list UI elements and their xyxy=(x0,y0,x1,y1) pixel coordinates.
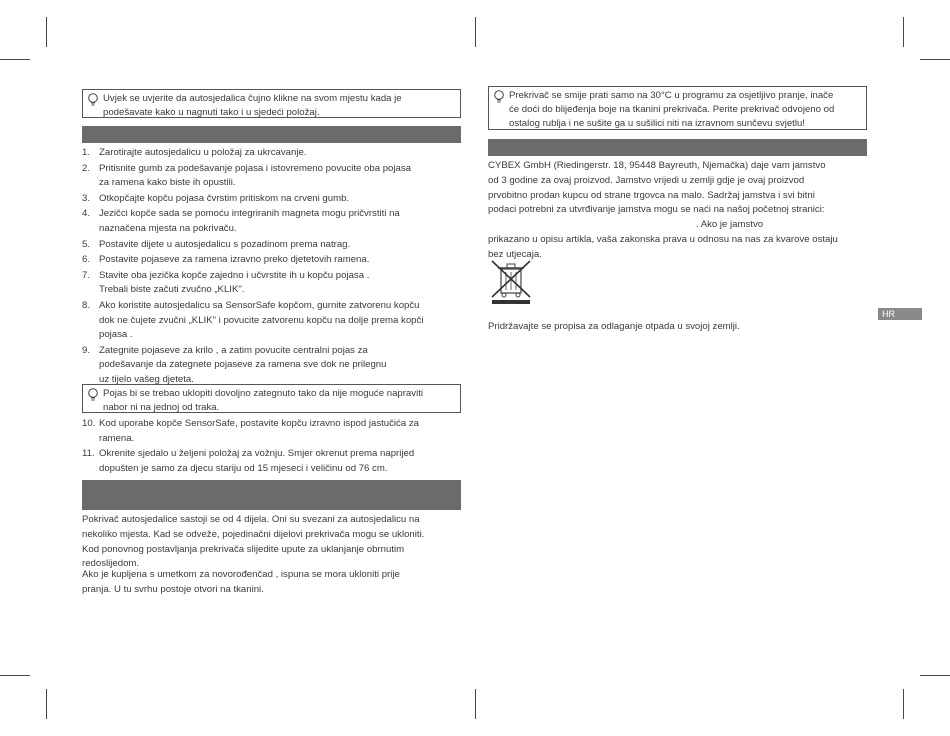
tip-note-buckle-click xyxy=(82,89,461,118)
step-text: Ako koristite autosjedalicu sa SensorSafe kopčom, gurnite zatvorenu kopču xyxy=(99,299,420,311)
step-text: Stavite oba jezička kopče zajedno i učvrstite ih u kopču pojasa . xyxy=(99,269,370,281)
step-text: dok ne čujete zvučni „KLIK" i povucite zatvorenu kopču na dolje prema kopči xyxy=(99,314,424,326)
lightbulb-icon xyxy=(493,90,505,104)
tip-note-line: ostalog rublja i ne sušite ga u sušilici niti na izravnom sunčevu svjetlu! xyxy=(509,118,805,129)
step-number: 11. xyxy=(82,448,95,460)
step-number: 6. xyxy=(82,254,91,266)
crop-mark xyxy=(903,17,904,47)
list-item xyxy=(82,146,462,161)
step-number: 8. xyxy=(82,299,91,311)
crop-mark xyxy=(920,59,950,60)
disposal-text: Pridržavajte se propisa za odlaganje otpada u svojoj zemlji. xyxy=(488,321,740,332)
paragraph-line: Ako je kupljena s umetkom za novorođenčad , ispuna se mora ukloniti prije xyxy=(82,569,400,580)
paragraph-line: nekoliko mjesta. Kad se odveže, pojedinačni dijelovi prekrivača mogu se ukloniti. xyxy=(82,528,425,540)
tip-note-line: Prekrivač se smije prati samo na 30°C u programu za osjetljivo pranje, inače xyxy=(509,90,834,101)
cover-paragraph xyxy=(82,513,424,572)
crossed-out-bin-icon xyxy=(488,257,534,305)
list-item xyxy=(82,344,462,388)
paragraph-line: CYBEX GmbH (Riedingerstr. 18, 95448 Bayreuth, Njemačka) daje vam jamstvo xyxy=(488,160,826,171)
section-heading-bar xyxy=(82,126,461,143)
step-number: 10. xyxy=(82,418,96,429)
tip-note-line: Uvjek se uvjerite da autosjedalica čujno klikne na svom mjestu kada je xyxy=(103,93,402,104)
paragraph-line: podaci potrebni za utvrđivanje jamstva mogu se naći na našoj početnoj stranici: xyxy=(488,204,825,216)
step-text: Kod uporabe kopče SensorSafe, postavite kopču izravno ispod jastučića za xyxy=(99,418,419,429)
step-text: podešavanje da zategnete pojaseve za ramena sve dok ne prilegnu xyxy=(99,359,387,371)
step-number: 4. xyxy=(82,208,91,220)
list-item xyxy=(82,162,462,191)
step-number: 7. xyxy=(82,269,91,281)
paragraph-line: prikazano u opisu artikla, vaša zakonska prava u odnosu na nas za kvarove ostaju xyxy=(488,233,838,245)
paragraph-line: od 3 godine za ovaj proizvod. Jamstvo vrijedi u zemlji gdje je ovaj proizvod xyxy=(488,174,805,186)
tip-note-line: će doći do blijeđenja boje na tkanini prekrivača. Perite prekrivač odvojeno od xyxy=(509,104,835,115)
step-number: 1. xyxy=(82,147,91,158)
step-text: Zategnite pojaseve za krilo , a zatim povucite centralni pojas za xyxy=(99,344,368,356)
step-text: Pritisnite gumb za podešavanje pojasa i istovremeno povucite oba pojasa xyxy=(99,162,411,174)
tip-note-belt-tension xyxy=(82,384,461,413)
crop-mark xyxy=(903,689,904,719)
list-item xyxy=(82,417,462,446)
list-item xyxy=(82,269,462,298)
step-number: 2. xyxy=(82,162,91,174)
tip-note-line: nabor ni na jednoj od traka. xyxy=(103,402,220,413)
step-text: Otkopčajte kopču pojasa čvrstim pritiskom na crveni gumb. xyxy=(99,192,350,204)
step-text: Zarotirajte autosjedalicu u položaj za ukrcavanje. xyxy=(99,147,307,158)
warranty-paragraph xyxy=(488,159,838,263)
crop-mark xyxy=(475,17,476,47)
paragraph-line: bez utjecaja. xyxy=(488,248,542,260)
paragraph-line: prvobitno prodan kupcu od strane trgovca na malo. Sadržaj jamstva i svi bitni xyxy=(488,189,815,201)
step-number: 3. xyxy=(82,192,91,204)
step-text: Trebali biste začuti zvučno „KLIK". xyxy=(99,284,245,296)
step-text: naznačena mjesta na pokrivaču. xyxy=(99,222,237,234)
list-item xyxy=(82,447,462,476)
step-text: za ramena kako biste ih opustili. xyxy=(99,177,236,189)
step-text: Postavite pojaseve za ramena izravno preko djetetovih ramena. xyxy=(99,254,370,266)
steps-list-continued xyxy=(82,417,462,477)
paragraph-line: . Ako je jamstvo xyxy=(488,219,764,231)
crop-mark xyxy=(0,675,30,676)
step-text: dopušten je samo za djecu stariju od 15 mjeseci i veličinu od 76 cm. xyxy=(99,462,388,474)
section-heading-bar xyxy=(488,139,867,156)
step-number: 9. xyxy=(82,344,91,356)
tip-note-line: podešavate kako u nagnuti tako i u sjedeći položaj. xyxy=(103,107,320,118)
crop-mark xyxy=(46,17,47,47)
step-number: 5. xyxy=(82,238,91,250)
step-text: Jezičci kopče sada se pomoću integriranih magneta mogu pričvrstiti na xyxy=(99,208,400,220)
paragraph-line: Kod ponovnog postavljanja prekrivača slijedite upute za uklanjanje obrnutim xyxy=(82,543,405,555)
crop-mark xyxy=(46,689,47,719)
crop-mark xyxy=(920,675,950,676)
step-text: pojasa . xyxy=(99,329,133,341)
tip-note-line: Pojas bi se trebao uklopiti dovoljno zategnuto tako da nije moguće napraviti xyxy=(103,388,423,399)
lightbulb-icon xyxy=(87,388,99,402)
crop-mark xyxy=(475,689,476,719)
lightbulb-icon xyxy=(87,93,99,107)
section-heading-bar xyxy=(82,480,461,510)
paragraph-line: redoslijedom. xyxy=(82,558,140,570)
list-item xyxy=(82,299,462,343)
step-text: Okrenite sjedalo u željeni položaj za vožnju. Smjer okrenut prema naprijed xyxy=(99,448,415,460)
list-item xyxy=(82,253,462,268)
crop-mark xyxy=(0,59,30,60)
step-text: ramena. xyxy=(99,432,135,444)
language-tab: HR xyxy=(878,308,922,320)
list-item xyxy=(82,238,462,253)
paragraph-line: Pokrivač autosjedalice sastoji se od 4 dijela. Oni su svezani za autosjedalicu na xyxy=(82,514,420,525)
list-item xyxy=(82,192,462,207)
step-text: uz tijelo vašeg djeteta. xyxy=(99,373,194,385)
steps-list xyxy=(82,146,462,389)
list-item xyxy=(82,207,462,236)
step-text: Postavite dijete u autosjedalicu s pozadinom prema natrag. xyxy=(99,238,351,250)
paragraph-line: pranja. U tu svrhu postoje otvori na tkanini. xyxy=(82,583,264,595)
tip-note-washing xyxy=(488,86,867,130)
newborn-insert-paragraph xyxy=(82,568,400,598)
